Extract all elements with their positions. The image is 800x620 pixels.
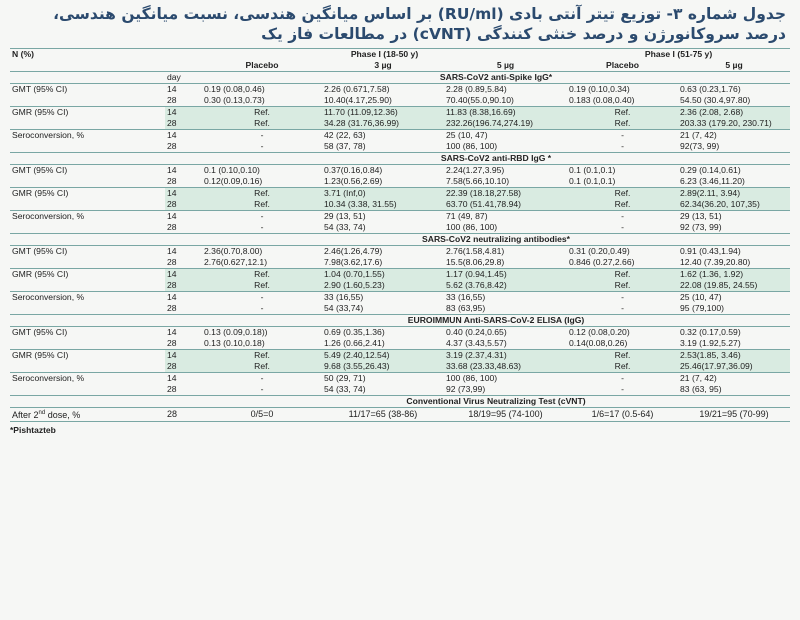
table-row [10,199,790,211]
table-row [10,361,790,373]
cell-value: 2.89(2.11, 3.94) [678,188,790,200]
cell-value: 2.53(1.85, 3.46) [678,350,790,362]
day-value: 28 [167,303,177,313]
cell-value: 25 (10, 47) [444,130,567,142]
cell-value: Ref. [202,361,322,373]
cell-value: 2.90 (1.60,5.23) [322,280,444,292]
group-header-placebo-young: Placebo [245,60,279,70]
cell-value: 54 (33, 74) [324,222,366,232]
cell-value: 29 (13, 51) [678,211,790,223]
day-value: 14 [165,350,202,362]
cvnt-label-prefix: After 2 [12,410,39,420]
cell-value: 54.50 (30.4,97.80) [680,95,751,105]
day-value: 14 [165,165,202,177]
table-body [10,49,790,422]
cell-value: 22.08 (19.85, 24.55) [678,280,790,292]
row-label [10,95,165,107]
cell-value: 0.29 (0.14,0.61) [678,165,790,177]
section-title: Conventional Virus Neutralizing Test (cVNT) [202,396,790,408]
day-value: 28 [165,361,202,373]
cell-value: Ref. [567,107,678,119]
table-row [10,384,790,396]
cell-value: 6.23 (3.46,11.20) [680,176,745,186]
table-row [10,338,790,350]
cell-value: 1.17 (0.94,1.45) [444,269,567,281]
table-row [10,303,790,315]
section-title: SARS-CoV2 anti-RBD IgG * [202,153,790,165]
cell-value: 5.62 (3.76,8.42) [444,280,567,292]
cell-value: 22.39 (18.18,27.58) [444,188,567,200]
cell-value: 19/21=95 (70-99) [678,408,790,422]
cell-value: - [202,373,322,385]
table-row [10,130,790,142]
cell-value: - [567,211,678,223]
cell-value: 63.70 (51.41,78.94) [444,199,567,211]
cell-value: 10.40(4.17,25.90) [324,95,392,105]
day-value: 28 [167,257,177,267]
cell-value: 0.846 (0.27,2.66) [569,257,635,267]
cell-value: 83 (63,95) [446,303,486,313]
cvnt-label [10,408,165,422]
day-column-label [165,315,202,327]
cell-value: 3.19 (2.37,4.31) [444,350,567,362]
cell-value: 33.68 (23.33,48.63) [444,361,567,373]
cell-value: Ref. [567,361,678,373]
cell-value: 100 (86, 100) [446,222,498,232]
cell-value: 70.40(55.0,90.10) [446,95,514,105]
cell-value: 42 (22, 63) [322,130,444,142]
phase-51-75-header: Phase I (51-75 y) [567,49,790,61]
cell-value: 50 (29, 71) [322,373,444,385]
row-label [10,361,165,373]
cell-value: Ref. [202,107,322,119]
cell-value: 83 (63, 95) [680,384,722,394]
cell-value: 2.24(1.27,3.95) [444,165,567,177]
day-value: 28 [165,199,202,211]
cell-value: 71 (49, 87) [444,211,567,223]
day-value: 14 [165,327,202,339]
group-header-placebo-old: Placebo [606,60,639,70]
cell-value: 4.37 (3.43,5.57) [446,338,507,348]
cell-value: - [567,373,678,385]
cell-value: - [260,222,264,232]
cell-value: 11/17=65 (38-86) [322,408,444,422]
phase-18-50-header: Phase I (18-50 y) [202,49,567,61]
cell-value: 33 (16,55) [322,292,444,304]
day-value: 14 [165,188,202,200]
cell-value: 95 (79,100) [680,303,724,313]
group-header-5ug-young: 5 µg [496,60,515,70]
cell-value: 1.04 (0.70,1.55) [322,269,444,281]
row-label [10,176,165,188]
row-label [10,222,165,234]
cell-value: 0.63 (0.23,1.76) [678,84,790,96]
cell-value: 34.28 (31.76,36.99) [322,118,444,130]
section-title-row [10,234,790,246]
row-label: Seroconversion, % [10,292,165,304]
row-label: GMT (95% CI) [10,246,165,258]
row-label [10,141,165,153]
cell-value: 21 (7, 42) [678,373,790,385]
cell-value: 11.70 (11.09,12.36) [322,107,444,119]
cell-value: 21 (7, 42) [678,130,790,142]
day-value: 14 [165,107,202,119]
cell-value: Ref. [202,199,322,211]
row-label: GMT (95% CI) [10,165,165,177]
table-row [10,246,790,258]
day-value: 28 [167,384,177,394]
cell-value: 3.19 (1.92,5.27) [680,338,741,348]
header-row-phase [10,49,790,61]
cell-value: 15.5(8.06,29.8) [446,257,505,267]
cell-value: 12.40 (7.39,20.80) [680,257,751,267]
cell-value: 2.36(0.70,8.00) [202,246,322,258]
cell-value: 92 (73, 99) [680,222,722,232]
table-row [10,269,790,281]
cell-value: Ref. [202,118,322,130]
cell-value: 0.12 (0.08,0.20) [567,327,678,339]
cell-value: 0.32 (0.17,0.59) [678,327,790,339]
row-label [10,338,165,350]
cell-value: - [260,384,264,394]
cell-value: 0.14(0.08,0.26) [569,338,628,348]
title-line-2: درصد سروکانورژن و درصد خنثی کنندگی (cVNT) در مطالعات فاز یک [261,25,786,43]
cell-value: 100 (86, 100) [446,141,498,151]
cell-value: Ref. [567,269,678,281]
cell-value: 2.76(1.58,4.81) [444,246,567,258]
table-row [10,327,790,339]
row-label [10,303,165,315]
table-title [10,4,786,44]
cell-value: - [260,141,264,151]
day-value: 14 [165,373,202,385]
cell-value: 0.1 (0.10,0.10) [202,165,322,177]
table-row [10,211,790,223]
cell-value: - [621,141,624,151]
day-value: 14 [165,84,202,96]
section-title: SARS-CoV2 anti-Spike IgG* [202,72,790,84]
cell-value: 92 (73,99) [446,384,486,394]
cell-value: - [202,130,322,142]
title-line-1: جدول شماره ۳- توزیع تیتر آنتی بادی (RU/ml) بر اساس میانگین هندسی، نسبت میانگین هندسی، [53,5,786,23]
cell-value: 0.12(0.09,0.16) [204,176,263,186]
table-row [10,176,790,188]
results-table [10,48,790,422]
table-row [10,141,790,153]
table-row [10,373,790,385]
cell-value: 9.68 (3.55,26.43) [322,361,444,373]
day-value: 28 [167,176,177,186]
day-column-label [165,234,202,246]
cell-value: 58 (37, 78) [324,141,366,151]
day-value: 28 [167,338,177,348]
cell-value: Ref. [567,188,678,200]
row-label [10,257,165,269]
row-label [10,118,165,130]
day-value: 28 [167,222,177,232]
cell-value: - [567,292,678,304]
header-row-groups [10,60,790,72]
section-title-row [10,72,790,84]
day-value: 14 [165,246,202,258]
cell-value: 29 (13, 51) [322,211,444,223]
table-row [10,84,790,96]
cell-value: 54 (33,74) [324,303,364,313]
day-value: 28 [165,408,202,422]
row-label: GMR (95% CI) [10,350,165,362]
cvnt-label-sup: nd [38,410,46,416]
cell-value: 0.40 (0.24,0.65) [444,327,567,339]
cell-value: 2.36 (2.08, 2.68) [678,107,790,119]
cell-value: 0.13 (0.09,0.18)) [202,327,322,339]
row-label: GMT (95% CI) [10,84,165,96]
cell-value: 0.13 (0.10,0.18) [204,338,265,348]
cell-value: 232.26(196.74,274.19) [444,118,567,130]
row-label: Seroconversion, % [10,373,165,385]
day-value: 14 [165,130,202,142]
cell-value: Ref. [202,280,322,292]
cell-value: 0.31 (0.20,0.49) [567,246,678,258]
row-label: Seroconversion, % [10,130,165,142]
cell-value: 92(73, 99) [680,141,720,151]
cell-value: 0/5=0 [202,408,322,422]
table-row [10,118,790,130]
cell-value: 11.83 (8.38,16.69) [444,107,567,119]
section-title-row [10,396,790,408]
cell-value: Ref. [567,280,678,292]
cell-value: 0.1 (0.1,0.1) [567,165,678,177]
cell-value: 1.23(0.56,2.69) [324,176,383,186]
row-label: GMR (95% CI) [10,107,165,119]
cell-value: 2.26 (0.671,7.58) [322,84,444,96]
day-value: 28 [165,118,202,130]
cell-value: 0.1 (0.1,0.1) [569,176,616,186]
section-title-row [10,153,790,165]
cell-value: 2.28 (0.89,5.84) [444,84,567,96]
section-title: SARS-CoV2 neutralizing antibodies* [202,234,790,246]
row-label: Seroconversion, % [10,211,165,223]
table-row [10,292,790,304]
table-row [10,350,790,362]
table-row [10,222,790,234]
cell-value: 1/6=17 (0.5-64) [567,408,678,422]
table-row [10,188,790,200]
cell-value: 54 (33, 74) [324,384,366,394]
cell-value: 0.91 (0.43,1.94) [678,246,790,258]
row-label: GMT (95% CI) [10,327,165,339]
table-row [10,95,790,107]
cell-value: 0.37(0.16,0.84) [322,165,444,177]
cell-value: - [621,303,624,313]
row-label: GMR (95% CI) [10,188,165,200]
n-percent-header: N (%) [10,49,165,61]
day-value: 14 [165,292,202,304]
table-row [10,280,790,292]
day-column-label [165,153,202,165]
day-value: 28 [167,95,177,105]
cvnt-row [10,408,790,422]
cell-value: 2.76(0.627,12.1) [204,257,268,267]
row-label [10,199,165,211]
cell-value: 100 (86, 100) [444,373,567,385]
cell-value: 7.58(5.66,10.10) [446,176,510,186]
cell-value: 1.62 (1.36, 1.92) [678,269,790,281]
footnote: *Pishtazteb [10,425,56,435]
day-value: 28 [165,280,202,292]
cell-value: Ref. [567,118,678,130]
cell-value: Ref. [202,350,322,362]
cell-value: 33 (16,55) [444,292,567,304]
cvnt-label-suffix: dose, % [45,410,81,420]
cell-value: 10.34 (3.38, 31.55) [322,199,444,211]
table-row [10,257,790,269]
table-row [10,165,790,177]
cell-value: 0.19 (0.10,0.34) [567,84,678,96]
cell-value: - [567,130,678,142]
cell-value: Ref. [567,350,678,362]
cell-value: - [621,384,624,394]
section-title-row [10,315,790,327]
day-value: 14 [165,269,202,281]
cell-value: - [260,303,264,313]
cell-value: Ref. [567,199,678,211]
cell-value: 0.19 (0.08,0.46) [202,84,322,96]
cell-value: 3.71 (Inf,0) [322,188,444,200]
group-header-5ug-old: 5 µg [725,60,743,70]
day-column-label: day [165,72,202,84]
cell-value: - [202,292,322,304]
cell-value: 25 (10, 47) [678,292,790,304]
day-value: 14 [165,211,202,223]
day-value: 28 [167,141,177,151]
cell-value: 7.98(3.62,17.6) [324,257,383,267]
cell-value: 18/19=95 (74-100) [444,408,567,422]
cell-value: 2.46(1.26,4.79) [322,246,444,258]
section-title: EUROIMMUN Anti-SARS-CoV-2 ELISA (IgG) [202,315,790,327]
cell-value: Ref. [202,269,322,281]
row-label: GMR (95% CI) [10,269,165,281]
cell-value: - [621,222,624,232]
row-label [10,280,165,292]
cell-value: 0.183 (0.08,0.40) [569,95,635,105]
cell-value: Ref. [202,188,322,200]
cell-value: 203.33 (179.20, 230.71) [678,118,790,130]
cell-value: 62.34(36.20, 107,35) [678,199,790,211]
cell-value: 25.46(17.97,36.09) [678,361,790,373]
group-header-3ug: 3 µg [374,60,392,70]
cell-value: 1.26 (0.66,2.41) [324,338,385,348]
cell-value: - [202,211,322,223]
row-label [10,384,165,396]
cell-value: 0.69 (0.35,1.36) [322,327,444,339]
cell-value: 0.30 (0.13,0.73) [204,95,265,105]
table-row [10,107,790,119]
cell-value: 5.49 (2.40,12.54) [322,350,444,362]
